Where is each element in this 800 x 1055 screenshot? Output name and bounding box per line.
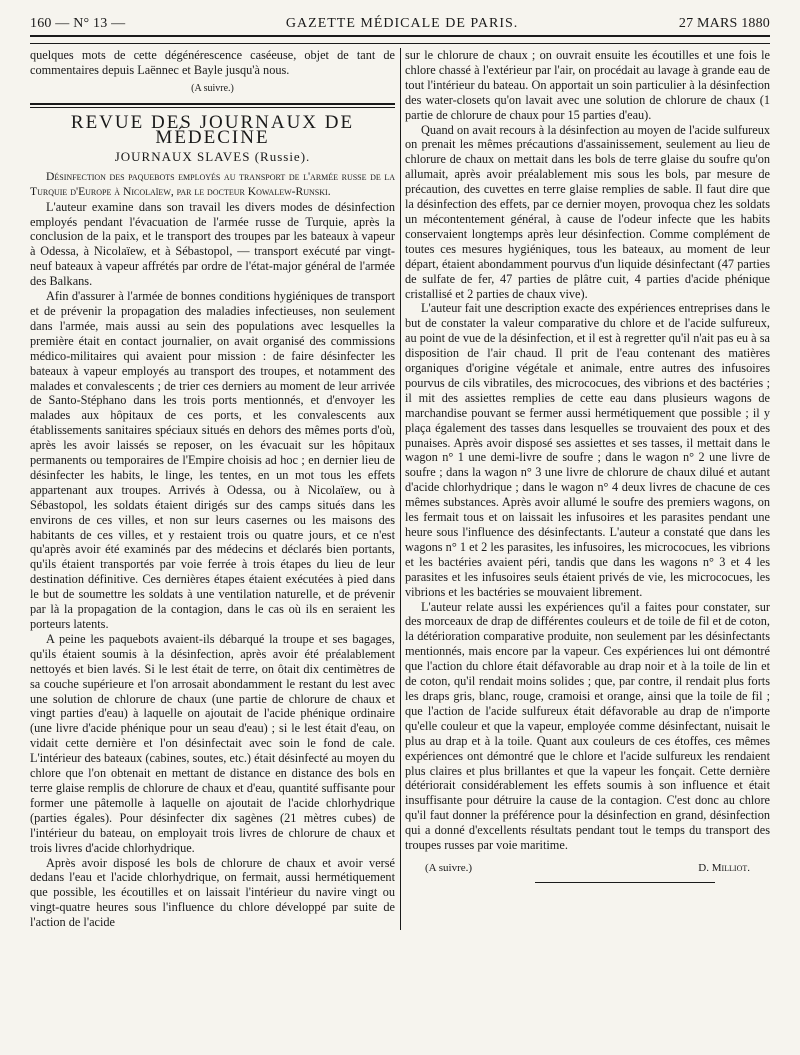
closing-rule — [535, 882, 715, 883]
carryover-text: quelques mots de cette dégénérescence caséeuse, objet de tant de commentaires depuis Laënnec et Bayle jusqu'à nous. — [30, 48, 395, 77]
right-paragraph-2: Quand on avait recours à la désinfection au moyen de l'acide sulfureux on prenait les mêmes précautions d'assainissement, seulement au lieu de chlorure de chaux on mettait dans les bols de terre glaise du soufre qu'on allumait, après avoir préalablement mis sous les bols, par mesure de précaution, des cuvettes en terre glaise remplies de sable. Il faut dire que la désinfection des effets, par ce dernier moyen, provoqua chez les soldats un mécontentement général, à cause de l'odeur infecte que les habits conservaient longtemps après leur désinfection. Comme complément de toutes ces mesures hygiéniques, tous les bateaux, au moment de leur départ, étaient abondamment pourvus d'un liquide désinfectant (47 parties de sulfate de fer, 47 parties de plâtre cuit, 4 parties d'acide phénique cristallisé et 2 parties de chaux vive). — [405, 122, 770, 301]
article-title: Désinfection des paquebots employés au transport de l'armée russe de la Turquie d'Europe à Nicolaïew, par le docteur Kowalew-Runski. — [30, 170, 395, 199]
section-title: REVUE DES JOURNAUX DE MÉDECINE — [70, 111, 355, 148]
issue-date: 27 MARS 1880 — [678, 16, 770, 31]
page-number: 160 — N° 13 — — [30, 16, 126, 31]
author-signature: D. Milliot. — [698, 861, 750, 874]
to-be-continued-right: (A suivre.) — [425, 861, 473, 874]
header-rule — [30, 35, 770, 44]
right-column — [405, 48, 770, 930]
right-paragraph-4: L'auteur relate aussi les expériences qu'il a faites pour constater, sur des morceaux de drap de différentes couleurs et de toile de fil et de coton, la détérioration comparative produite, non seulement par les désinfectants mentionnés, mais encore par la vapeur. Ces expériences lui ont démontré que l'action du chlore était défavorable au drap noir et à la toile de lin et de coton, qu'il rendait moins solides ; que, par contre, il rendait plus forts les draps gris, blanc, rouge, cramoisi et orange, ainsi que la toile de fil ; que l'action de l'acide sulfureux était défavorable au drap de n'importe qu'elle couleur et que la vapeur, employée comme désinfectant, nuisait le plus au drap et à la toile. Quant aux couleurs de ces étoffes, ces mêmes expériences ont démontré que le chlore et l'acide sulfureux les rendaient plus claires et plus brillantes et que la vapeur les fonçait. Cette dernière détériorait considérablement les effets soumis à son influence et était insuffisante pour détruire la cause de la contagion. C'est donc au chlore qu'il faut donner la préférence pour la désinfection en grand, désinfection qui a donné d'excellents résultats pendant tout le temps du transport des troupes russes par voie maritime. — [405, 599, 770, 853]
journal-title: GAZETTE MÉDICALE DE PARIS. — [285, 16, 519, 31]
section-rule-thick — [30, 103, 395, 105]
left-paragraph-4: Après avoir disposé les bols de chlorure de chaux et avoir versé dedans l'eau et l'acide chlorhydrique, on fermait, aussi hermétiquement que possible, les écoutilles et on laissait l'intérieur du navire vingt ou vingt-quatre heures sous l'influence du chlore développé par suite de l'action de l'acide — [30, 855, 395, 930]
signature-line — [405, 861, 770, 876]
to-be-continued: (A suivre.) — [191, 82, 234, 94]
section-rule-thin — [30, 107, 395, 108]
right-paragraph-1: sur le chlorure de chaux ; on ouvrait ensuite les écoutilles et une fois le chlore chassé à l'extérieur par l'air, on procédait au lavage à grande eau de tout l'intérieur du bateau. On apportait un soin particulier à la désinfection des water-closets qu'on lavait avec une solution de chlorure de chaux (1 partie de chlorure de chaux pour 15 parties d'eau). — [405, 48, 770, 122]
sub-title: JOURNAUX SLAVES (Russie). — [114, 148, 311, 164]
right-paragraph-3: L'auteur fait une description exacte des expériences entreprises dans le but de constater la valeur comparative du chlore et de l'acide sulfureux, au point de vue de la désinfection, et il est à regretter qu'il n'ait pas eu à sa disposition de l'air chaud. Il prit de l'eau contenant des matières organiques d'origine végétale et animale, entre autres des infusoires pourvus de cils vibratiles, des micrococues, des vibrions et des bactéries ; il mit des assiettes remplies de cette eau dans plusieurs wagons de marchandise pouvant se fermer aussi hermétiquement que possible ; il y plaça également des tasses dans lesquelles se trouvaient des poux et des punaises. Après avoir disposé ses assiettes et ses tasses, il mettait dans le wagon n° 1 une demi-livre de soufre ; dans le wagon n° 2 une livre de soufre ; dans la wagon n° 3 une livre de chlorure de chaux dilué et autant d'acide chlorhydrique ; dans le wagon n° 4 deux livres de chacune de ces mêmes substances. Après avoir allumé le soufre des premiers wagons, on les fermait tous et on laissait les infusoires et les parasites pendant une heure sous l'influence des désinfectants. L'auteur a constaté que dans les wagons n° 1 et 2 les parasites, les infusoires, les micrococues, les vibrions et les bactéries avaient péri, tandis que dans les wagons n° 3 et 4 les parasites et les infusoires seuls étaient privés de vie, les micrococues, les vibrions et les bactéries se mouvaient librement. — [405, 301, 770, 599]
column-divider — [400, 48, 401, 930]
left-paragraph-3: A peine les paquebots avaient-ils débarqué la troupe et ses bagages, qu'ils étaient soumis à la désinfection, après avoir été préalablement nettoyés et bien lavés. Si le lest était de terre, on ôtait dix centimètres de sa couche supérieure et l'on arrosait abondamment le restant du lest avec une solution de chlorure de chaux (une partie de chlorure de chaux et vingt parties d'eau) à laquelle on ajoutait de l'acide phénique ordinaire (une livre d'acide phénique pour un seau d'eau) ; si le lest était d'eau, on vidait cette dernière et l'on désinfectait avec soin le fond de cale. L'intérieur des bateaux (cabines, soutes, etc.) était désinfecté au moyen du chlore que l'on obtenait en mettant de distance en distance des bols en terre glaise remplis de chlorure de chaux et d'eau, quantité suffisante pour former une pâtemolle à laquelle on ajoutait de l'acide chlorhydrique (parties égales). Pour désinfecter dix sagènes (21 mètres cubes) de l'intérieur du bateau, on employait trois livres de chlorure de chaux et trois livres d'acide chlorhydrique. — [30, 631, 395, 855]
left-paragraph-2: Afin d'assurer à l'armée de bonnes conditions hygiéniques de transport et de prévenir la propagation des maladies infectieuses, non seulement dans l'armée, mais aussi au sein des populations avec lesquelles la première était en contact journalier, on avait organisé des commissions médico-militaires qui avaient pour mission : de faire désinfecter les bateaux à vapeur employés au transport des troupes, et notamment des malades et convalescents ; de trier ces derniers au moment de leur arrivée de Santo-Stéphano dans les trois ports mentionnés, et d'envoyer les malades aux hôpitaux de ces ports, et les convalescents aux établissements sanitaires spéciaux situés en dehors des mêmes ports d'où, après les avoir laissés se reposer, on les évacuait sur les hôpitaux permanents ou temporaires de l'Empire choisis ad hoc ; en dernier lieu de désinfecter les habits, le linge, les tentes, en un mot tous les effets appartenant aux troupes. Arrivés à Odessa, ou à Nicolaïew, ou à Sébastopol, les soldats étaient dirigés sur des camps situés dans les environs de ces villes, et non sur leurs casernes ou les maisons des habitants de ces villes, et y restaient trois ou quatre jours, et ce n'est qu'après avoir été examinés par des médecins et déclarés bien portants, qu'ils étaient transportés par voie ferrée à trois étapes du lieu de leur destination définitive. Ces dernières étapes étaient exécutées à pied dans le but de soumettre les soldats à une ventilation naturelle, et de prévenir par là la propagation de la contagion, dans le cas où ils en seraient les porteurs latents. — [30, 289, 395, 631]
left-column — [30, 48, 395, 930]
left-paragraph-1: L'auteur examine dans son travail les divers modes de désinfection employés pendant l'évacuation de l'armée russe de Turquie, après la conclusion de la paix, et le transport des troupes par les bateaux à vapeur à Odessa, à Nicolaïew, et à Sébastopol, — transport exécuté par vingt-neuf bateaux à vapeur affrétés par ordre de l'état-major général de l'armée des Balkans. — [30, 199, 395, 289]
two-column-body — [30, 48, 770, 930]
running-head — [30, 10, 770, 32]
